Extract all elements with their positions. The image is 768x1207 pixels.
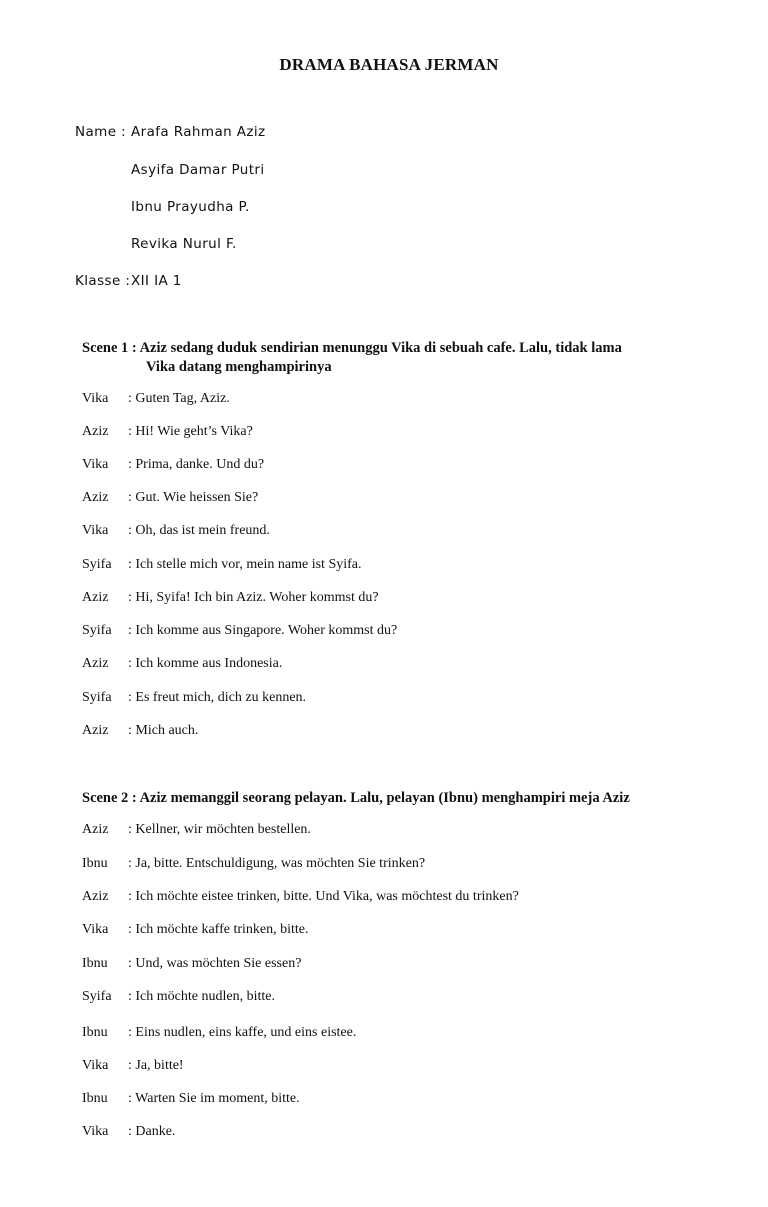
dialogue-line	[82, 989, 275, 1009]
speaker-name: Vika	[82, 457, 109, 472]
dialogue-text: : Hi! Wie geht’s Vika?	[128, 424, 253, 439]
dialogue-line	[82, 557, 362, 577]
scene-1-description: Aziz sedang duduk sendirian menunggu Vika di sebuah cafe. Lalu, tidak lama	[136, 340, 622, 356]
speaker-name: Ibnu	[82, 856, 108, 871]
dialogue-text: : Ich komme aus Singapore. Woher kommst du?	[128, 623, 398, 638]
speaker-name: Aziz	[82, 889, 109, 904]
speaker-name: Aziz	[82, 424, 109, 439]
dialogue-line	[82, 1025, 356, 1045]
name-value: Ibnu Prayudha P.	[131, 199, 250, 215]
dialogue-text: : Oh, das ist mein freund.	[128, 523, 270, 538]
dialogue-text: : Prima, danke. Und du?	[128, 457, 265, 472]
speaker-name: Vika	[82, 1124, 109, 1139]
speaker-name: Vika	[82, 922, 109, 937]
scene-2-heading	[82, 789, 722, 808]
dialogue-text: : Danke.	[128, 1124, 176, 1139]
dialogue-text: : Guten Tag, Aziz.	[128, 391, 230, 406]
speaker-name: Aziz	[82, 723, 109, 738]
dialogue-line	[82, 856, 425, 876]
speaker-name: Syifa	[82, 690, 112, 705]
scene-2-description: Aziz memanggil seorang pelayan. Lalu, pelayan (Ibnu) menghampiri meja Aziz	[136, 790, 630, 806]
dialogue-text: : Ja, bitte!	[128, 1058, 184, 1073]
scene-1-description-cont: Vika datang menghampirinya	[146, 359, 332, 375]
name-row	[75, 124, 266, 144]
dialogue-line	[82, 1058, 184, 1078]
dialogue-text: : Ich mӧchte kaffe trinken, bitte.	[128, 922, 309, 937]
dialogue-text: : Mich auch.	[128, 723, 199, 738]
dialogue-line	[82, 623, 397, 643]
scene-2-prefix: Scene 2 :	[82, 790, 137, 806]
dialogue-line	[82, 656, 282, 676]
dialogue-line	[82, 590, 379, 610]
speaker-name: Vika	[82, 523, 109, 538]
speaker-name: Aziz	[82, 490, 109, 505]
dialogue-text: : Es freut mich, dich zu kennen.	[128, 690, 307, 705]
dialogue-line	[82, 690, 306, 710]
speaker-name: Syifa	[82, 989, 112, 1004]
dialogue-line	[82, 956, 301, 976]
speaker-name: Aziz	[82, 822, 109, 837]
name-label: Name :	[75, 124, 127, 140]
dialogue-line	[82, 391, 230, 411]
speaker-name: Aziz	[82, 590, 109, 605]
klasse-row	[75, 273, 182, 293]
dialogue-line	[82, 1091, 300, 1111]
dialogue-text: : Hi, Syifa! Ich bin Aziz. Woher kommst du?	[128, 590, 379, 605]
dialogue-line	[82, 490, 258, 510]
dialogue-text: : Ich mӧchte nudlen, bitte.	[128, 989, 275, 1004]
name-value: Revika Nurul F.	[131, 236, 237, 252]
klasse-label: Klasse :	[75, 273, 131, 289]
dialogue-line	[82, 457, 264, 477]
scene-1-heading	[82, 339, 682, 377]
speaker-name: Syifa	[82, 623, 112, 638]
dialogue-text: : Und, was mӧchten Sie essen?	[128, 956, 302, 971]
dialogue-line	[82, 922, 309, 942]
dialogue-line	[82, 889, 519, 909]
dialogue-text: : Eins nudlen, eins kaffe, und eins eistee.	[128, 1025, 357, 1040]
dialogue-text: : Kellner, wir mӧchten bestellen.	[128, 822, 311, 837]
name-value: Arafa Rahman Aziz	[131, 124, 266, 140]
dialogue-line	[82, 424, 253, 444]
dialogue-text: : Ich mӧchte eistee trinken, bitte. Und Vika, was mӧchtest du trinken?	[128, 889, 519, 904]
dialogue-text: : Warten Sie im moment, bitte.	[128, 1091, 300, 1106]
dialogue-text: : Gut. Wie heissen Sie?	[128, 490, 259, 505]
speaker-name: Ibnu	[82, 956, 108, 971]
speaker-name: Aziz	[82, 656, 109, 671]
speaker-name: Vika	[82, 391, 109, 406]
dialogue-line	[82, 822, 311, 842]
document-title: DRAMA BAHASA JERMAN	[279, 55, 499, 74]
speaker-name: Vika	[82, 1058, 109, 1073]
dialogue-line	[82, 523, 270, 543]
dialogue-text: : Ja, bitte. Entschuldigung, was mӧchten Sie trinken?	[128, 856, 426, 871]
speaker-name: Syifa	[82, 557, 112, 572]
dialogue-text: : Ich stelle mich vor, mein name ist Syifa.	[128, 557, 362, 572]
name-value: Asyifa Damar Putri	[131, 162, 265, 178]
dialogue-text: : Ich komme aus Indonesia.	[128, 656, 283, 671]
dialogue-line	[82, 1124, 175, 1144]
klasse-value: XII IA 1	[131, 273, 182, 289]
speaker-name: Ibnu	[82, 1091, 108, 1106]
speaker-name: Ibnu	[82, 1025, 108, 1040]
dialogue-line	[82, 723, 198, 743]
scene-1-prefix: Scene 1 :	[82, 340, 137, 356]
